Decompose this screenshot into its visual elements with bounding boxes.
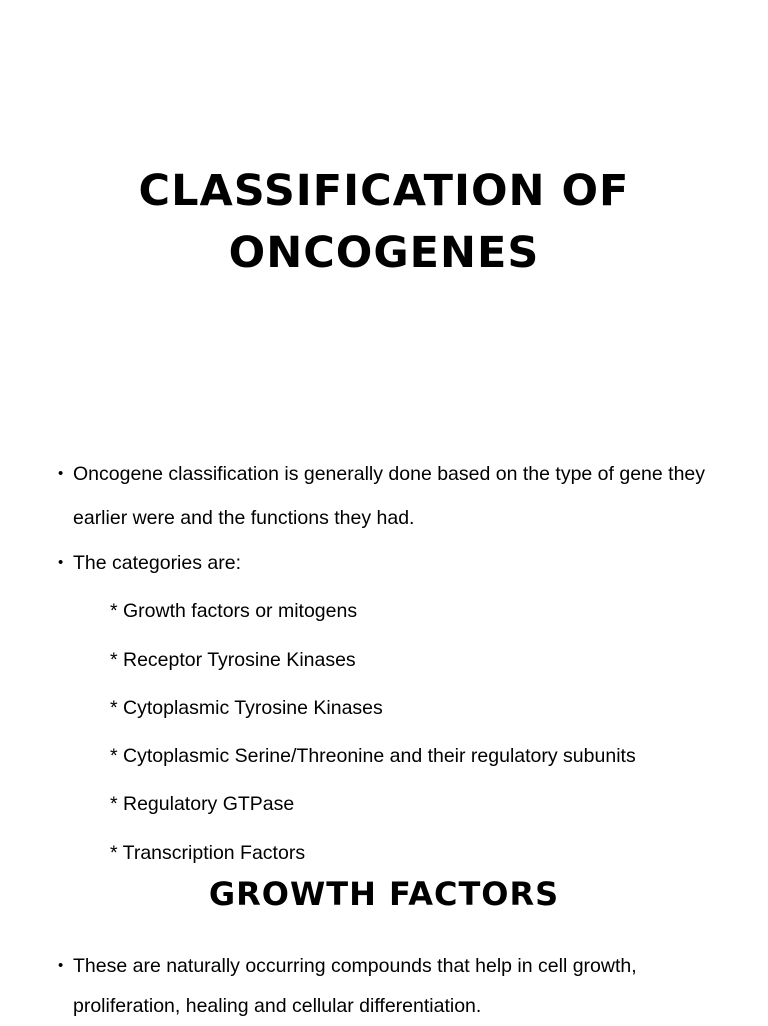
bullet-symbol: •: [58, 957, 64, 974]
bullet-symbol: •: [58, 465, 64, 482]
slide-title-line-2: ONCOGENES: [228, 228, 540, 278]
section-title: GROWTH FACTORS: [208, 875, 560, 913]
category-item: * Receptor Tyrosine Kinases: [110, 649, 356, 671]
category-item: * Regulatory GTPase: [110, 793, 295, 815]
slide-title: [0, 160, 768, 284]
slide-title-line-1: CLASSIFICATION OF: [138, 166, 630, 216]
bullet-text: Oncogene classification is generally done based on the type of gene they earlier were and the functions they had.: [73, 463, 706, 529]
category-item: * Cytoplasmic Tyrosine Kinases: [110, 697, 383, 719]
category-item: * Cytoplasmic Serine/Threonine and their regulatory subunits: [110, 745, 636, 767]
bullet-item: [58, 946, 748, 1026]
bullet-text: These are naturally occurring compounds that help in cell growth, proliferation, healing and cellular differentiation.: [73, 955, 637, 1017]
bullet-text: The categories are:: [73, 552, 242, 574]
bullet-item: [58, 452, 748, 540]
category-item: * Growth factors or mitogens: [110, 600, 358, 622]
category-item: * Transcription Factors: [110, 842, 306, 864]
bullet-symbol: •: [58, 554, 64, 571]
bullet-item: [58, 541, 748, 585]
